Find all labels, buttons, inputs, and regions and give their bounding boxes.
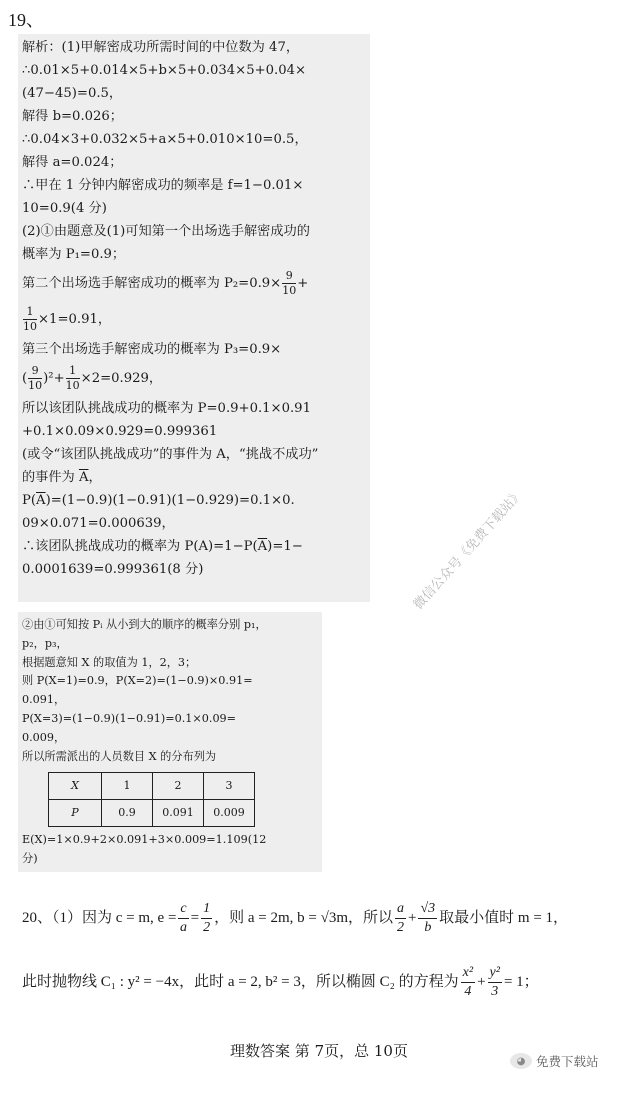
solution-line: (47−45)=0.5， xyxy=(22,86,123,101)
solution-line: (2)①由题意及(1)可知第一个出场选手解密成功的 xyxy=(22,224,310,239)
solution-line: 则 P(X=1)=0.9，P(X=2)=(1−0.9)×0.91= xyxy=(22,674,253,688)
solution-line: 所以所需派出的人员数目 X 的分布列为 xyxy=(22,749,217,763)
table-row xyxy=(49,773,255,800)
fraction-numerator: a xyxy=(395,900,406,919)
complement-event-symbol: $\overline{A}$ xyxy=(36,493,46,508)
event-text-end: ， xyxy=(88,470,102,485)
p2-result: ×1=0.91， xyxy=(38,312,112,327)
complement-event-symbol: $\overline{A}$ xyxy=(257,539,268,554)
table-cell: 0.009 xyxy=(204,800,255,827)
prob-text: P( xyxy=(22,493,37,508)
fraction-denominator: a xyxy=(180,920,188,936)
fraction xyxy=(488,964,502,1001)
p3-result: ×2=0.929， xyxy=(80,371,163,386)
solution-part1-block xyxy=(18,34,370,602)
wechat-bubble-icon: ◕ xyxy=(510,1053,532,1069)
fraction-denominator: 2 xyxy=(397,920,404,936)
solution-line: +0.1×0.09×0.929=0.999361 xyxy=(22,424,218,439)
watermark-text: 微信公众号《免费下载站》 xyxy=(410,486,527,613)
solution-line: ②由①可知按 Pᵢ 从小到大的顺序的概率分别 p₁， xyxy=(22,618,267,631)
fraction-numerator: 1 xyxy=(201,900,212,919)
fraction-denominator: b xyxy=(424,920,432,936)
fraction xyxy=(282,269,296,298)
table-cell: X xyxy=(49,773,102,800)
table-cell: 1 xyxy=(102,773,153,800)
p3-line-2 xyxy=(22,361,366,397)
solution-line: 0.0001639=0.999361(8 分) xyxy=(22,562,204,577)
p2-text: 第二个出场选手解密成功的概率为 P₂=0.9× xyxy=(22,276,282,291)
fraction-numerator: 9 xyxy=(28,364,42,379)
q20-text: = 1； xyxy=(503,974,539,990)
fraction-numerator: x² xyxy=(461,964,475,983)
page-footer: 理数答案 第 7页，总 10页 xyxy=(230,1042,408,1060)
complement-event-symbol: $\overline{A}$ xyxy=(78,470,89,485)
prob-text-end: )=(1−0.9)(1−0.91)(1−0.929)=0.1×0. xyxy=(45,493,295,508)
event-line: (或令“该团队挑战成功”的事件为 A，“挑战不成功” xyxy=(22,447,319,462)
fraction xyxy=(395,900,406,937)
solution-line: 09×0.071=0.000639， xyxy=(22,516,175,531)
solution-line: 0.091， xyxy=(22,693,66,707)
fraction-numerator: c xyxy=(178,900,188,919)
final-text: ∴该团队挑战成功的概率为 P(A)=1−P( xyxy=(22,539,258,554)
fraction-numerator: 1 xyxy=(66,364,80,379)
fraction-denominator: 2 xyxy=(203,920,211,936)
prob-line xyxy=(22,489,366,512)
fraction-denominator: 10 xyxy=(28,379,43,392)
solution-line: p₂，p₃， xyxy=(22,636,68,650)
fraction xyxy=(461,964,475,1001)
table-cell: P xyxy=(49,800,102,827)
event-text: 的事件为 xyxy=(22,470,79,485)
fraction-numerator: 9 xyxy=(282,269,296,284)
fraction-denominator: 10 xyxy=(65,379,80,392)
paren-open: ( xyxy=(22,371,28,386)
fraction xyxy=(201,900,212,937)
fraction xyxy=(178,900,188,937)
expectation-line: 分) xyxy=(22,852,38,866)
solution-line: 解析：(1)甲解密成功所需时间的中位数为 47， xyxy=(22,40,300,55)
question-19-number: 19、 xyxy=(8,10,44,30)
fraction-denominator: 4 xyxy=(464,984,472,1000)
plus-sign: + xyxy=(408,910,417,926)
solution-line: ∴0.01×5+0.014×5+b×5+0.034×5+0.04× xyxy=(22,63,307,78)
fraction-numerator: 1 xyxy=(23,305,37,320)
solution-line: ∴0.04×3+0.032×5+a×5+0.010×10=0.5， xyxy=(22,132,308,147)
fraction xyxy=(28,364,42,393)
table-row xyxy=(49,800,255,827)
q20-text: 此时抛物线 C₁ : y² = −4x，此时 a = 2, b² = 3，所以椭圆 C₂ 的方程为 xyxy=(22,974,459,990)
fraction-denominator: 10 xyxy=(23,320,37,333)
distribution-table xyxy=(48,772,255,827)
table-cell: 0.091 xyxy=(153,800,204,827)
brand-badge xyxy=(510,1052,599,1070)
solution-line: P(X=3)=(1−0.9)(1−0.91)=0.1×0.09= xyxy=(22,711,237,725)
question-20-line-1 xyxy=(22,896,632,960)
solution-line: 所以该团队挑战成功的概率为 P=0.9+0.1×0.91 xyxy=(22,401,311,416)
fraction xyxy=(66,364,80,393)
question-20-line-2 xyxy=(22,960,632,1004)
solution-line: 0.009， xyxy=(22,730,66,744)
p3-line: 第三个出场选手解密成功的概率为 P₃=0.9× xyxy=(22,342,282,357)
plus-sign: + xyxy=(297,276,309,291)
fraction xyxy=(23,305,37,334)
solution-line: ∴甲在 1 分钟内解密成功的频率是 f=1−0.01× xyxy=(22,178,304,193)
final-text-end: )=1− xyxy=(267,539,303,554)
solution-line: 解得 b=0.026； xyxy=(22,109,123,124)
solution-line: 10=0.9(4 分) xyxy=(22,201,107,216)
q20-text: ，则 a = 2m, b = √3m，所以 xyxy=(214,910,393,926)
question-20-block xyxy=(22,896,632,1004)
plus-sign: + xyxy=(477,974,486,990)
fraction-denominator: 3 xyxy=(491,984,499,1000)
p2-line-2 xyxy=(22,302,366,338)
fraction xyxy=(418,900,437,937)
fraction-numerator: √3 xyxy=(418,900,437,919)
solution-part2-block xyxy=(18,612,322,872)
q20-text: 取最小值时 m = 1， xyxy=(439,910,569,926)
fraction-denominator: 10 xyxy=(282,284,297,297)
table-cell: 2 xyxy=(153,773,204,800)
solution-line: 解得 a=0.024； xyxy=(22,155,123,170)
solution-line: 概率为 P₁=0.9； xyxy=(22,247,126,262)
final-line xyxy=(22,535,366,558)
q20-text: 20、（1）因为 c = m, e = xyxy=(22,910,177,926)
fraction-numerator: y² xyxy=(488,964,502,983)
solution-line: 根据题意知 X 的取值为 1，2，3； xyxy=(22,655,197,669)
table-cell: 3 xyxy=(204,773,255,800)
p2-line xyxy=(22,266,366,302)
table-cell: 0.9 xyxy=(102,800,153,827)
paren-close-squared: )²+ xyxy=(43,371,65,386)
expectation-line: E(X)=1×0.9+2×0.091+3×0.009=1.109(12 xyxy=(22,833,267,847)
brand-label: 免费下载站 xyxy=(536,1054,599,1069)
event-line-2 xyxy=(22,466,366,489)
equals-sign: = xyxy=(190,910,200,926)
